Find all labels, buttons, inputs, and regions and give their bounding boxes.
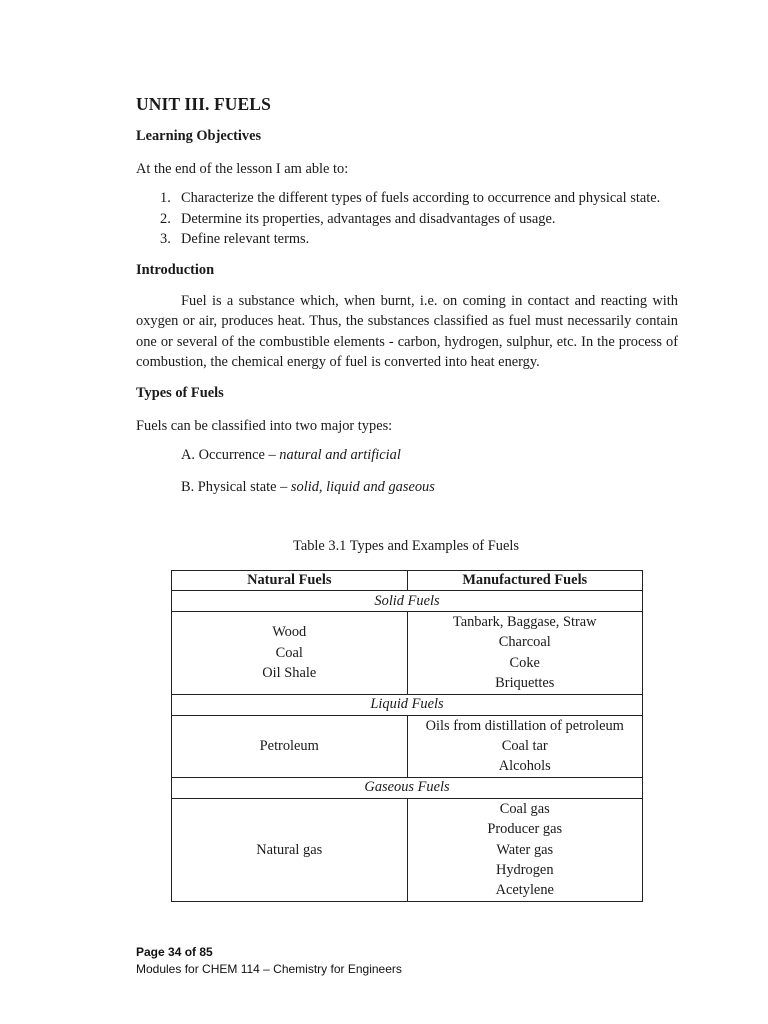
learning-objectives-heading: Learning Objectives bbox=[136, 128, 262, 144]
cell-line: Coal tar bbox=[501, 738, 548, 755]
objectives-list bbox=[160, 188, 660, 250]
category-row-solid bbox=[172, 591, 643, 612]
gas-natural-cell bbox=[172, 798, 408, 901]
col-manufactured-fuels: Manufactured Fuels bbox=[407, 571, 643, 591]
cell-line: Water gas bbox=[496, 841, 554, 858]
liquid-natural-cell bbox=[172, 715, 408, 777]
cell-line: Hydrogen bbox=[495, 862, 554, 879]
category-gaseous-fuels: Gaseous Fuels bbox=[172, 777, 643, 798]
category-solid-fuels: Solid Fuels bbox=[172, 591, 643, 612]
unit-title: UNIT III. FUELS bbox=[136, 94, 271, 114]
objectives-lead: At the end of the lesson I am able to: bbox=[136, 161, 349, 177]
objective-item: 2. Determine its properties, advantages and disadvantages of usage. bbox=[160, 210, 556, 227]
cell-line: Oil Shale bbox=[262, 665, 317, 682]
page-number: Page 34 of 85 bbox=[136, 945, 213, 959]
introduction-heading: Introduction bbox=[136, 262, 215, 278]
table-row bbox=[172, 798, 643, 901]
liquid-manufactured-cell bbox=[407, 715, 643, 777]
col-natural-fuels: Natural Fuels bbox=[172, 571, 408, 591]
cell-line: Petroleum bbox=[259, 738, 319, 755]
cell-line: Coke bbox=[509, 654, 540, 671]
cell-line: Charcoal bbox=[498, 634, 551, 651]
cell-line: Oils from distillation of petroleum bbox=[425, 717, 624, 734]
cell-line: Alcohols bbox=[498, 758, 551, 775]
gas-manufactured-cell bbox=[407, 798, 643, 901]
solid-natural-cell bbox=[172, 612, 408, 695]
cell-line: Producer gas bbox=[487, 821, 563, 838]
cell-line: Coal bbox=[275, 644, 303, 661]
cell-line: Wood bbox=[272, 624, 307, 641]
objective-item: 3. Define relevant terms. bbox=[160, 231, 310, 248]
type-b-physical-state: B. Physical state – solid, liquid and gaseous bbox=[181, 479, 435, 495]
solid-manufactured-cell bbox=[407, 612, 643, 695]
table-row bbox=[172, 612, 643, 695]
category-row-liquid bbox=[172, 694, 643, 715]
type-a-occurrence: A. Occurrence – natural and artificial bbox=[181, 447, 401, 463]
cell-line: Coal gas bbox=[499, 800, 550, 817]
introduction-paragraph: Fuel is a substance which, when burnt, i.e. on coming in contact and reacting with oxygen or air, produces heat. Thus, the substances classified as fuel must necessarily contain one or several of the combustible elements - carbon, hydrogen, sulphur, etc. In the process of combustion, the chemical energy of fuel is converted into heat energy. bbox=[136, 293, 678, 371]
objective-item: 1. Characterize the different types of fuels according to occurrence and physical state. bbox=[160, 190, 661, 206]
table-row bbox=[172, 715, 643, 777]
table-header-row bbox=[172, 571, 643, 591]
category-row-gas bbox=[172, 777, 643, 798]
cell-line: Briquettes bbox=[495, 675, 555, 692]
module-name: Modules for CHEM 114 – Chemistry for Engineers bbox=[136, 962, 402, 976]
table-caption: Table 3.1 Types and Examples of Fuels bbox=[293, 538, 519, 554]
cell-line: Natural gas bbox=[256, 841, 323, 858]
types-heading: Types of Fuels bbox=[136, 385, 224, 401]
cell-line: Tanbark, Baggase, Straw bbox=[452, 614, 597, 630]
types-lead: Fuels can be classified into two major types: bbox=[136, 418, 393, 434]
category-liquid-fuels: Liquid Fuels bbox=[172, 694, 643, 715]
page-footer bbox=[136, 944, 402, 978]
cell-line: Acetylene bbox=[495, 882, 554, 899]
fuels-table bbox=[171, 570, 643, 902]
